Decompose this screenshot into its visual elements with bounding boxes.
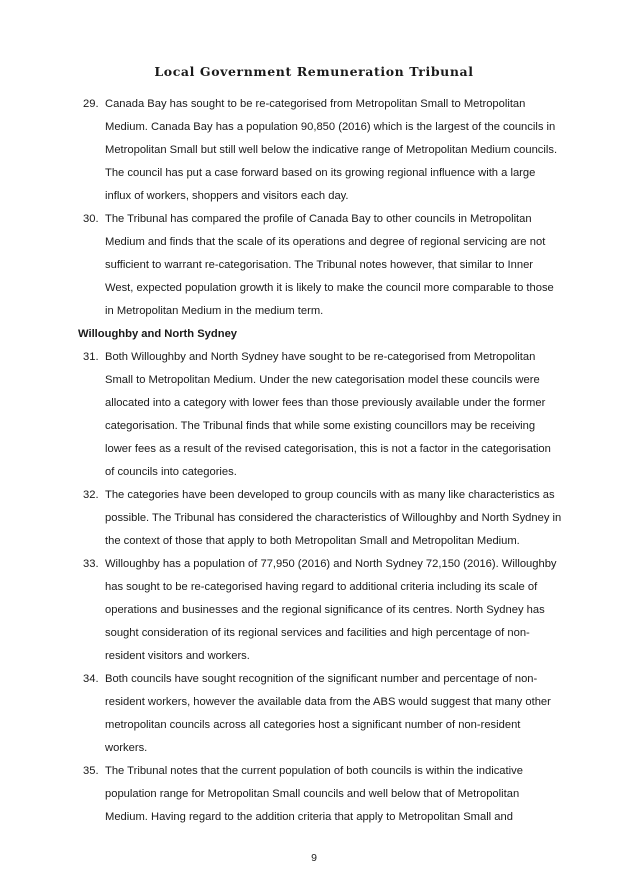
paragraph-text: The categories have been developed to group councils with as many like characteristics as possible. The Tribunal has considered the characteristics of Willoughby and North Sydney in the context of those that apply to both Metropolitan Small and Metropolitan Medium. <box>105 489 562 547</box>
paragraph-text: The Tribunal has compared the profile of Canada Bay to other councils in Metropolitan Medium and finds that the scale of its operations and degree of regional servicing are not sufficient to warrant re-categorisation. The Tribunal notes however, that similar to Inner West, expected population growth it is likely to make the council more comparable to those in Metropolitan Medium in the medium term. <box>105 213 554 317</box>
paragraph-30 <box>78 208 562 323</box>
paragraph-text: Canada Bay has sought to be re-categorised from Metropolitan Small to Metropolitan Medium. Canada Bay has a population 90,850 (2016) which is the largest of the councils in Metropolitan Small but still well below the indicative range of Metropolitan Medium councils. The council has put a case forward based on its growing regional influence with a large influx of workers, shoppers and visitors each day. <box>105 98 558 202</box>
section-heading: Willoughby and North Sydney <box>78 328 238 340</box>
paragraph-text: Both councils have sought recognition of the significant number and percentage of non-resident workers, however the available data from the ABS would suggest that many other metropolitan councils across all categories host a significant number of non-resident workers. <box>105 673 551 754</box>
document-body <box>78 93 562 829</box>
paragraph-number: 31. <box>83 351 99 363</box>
page-number: 9 <box>311 852 317 864</box>
paragraph-number: 29. <box>83 98 99 110</box>
paragraph-number: 32. <box>83 489 99 501</box>
paragraph-34 <box>78 668 562 760</box>
paragraph-text: The Tribunal notes that the current population of both councils is within the indicative population range for Metropolitan Small councils and well below that of Metropolitan Medium. Having regard to the addition criteria that apply to Metropolitan Small and <box>105 765 523 823</box>
paragraph-35 <box>78 760 562 829</box>
paragraph-32 <box>78 484 562 553</box>
page-header: Local Government Remuneration Tribunal <box>154 64 474 79</box>
paragraph-number: 30. <box>83 213 99 225</box>
paragraph-33 <box>78 553 562 668</box>
paragraph-text: Both Willoughby and North Sydney have sought to be re-categorised from Metropolitan Small to Metropolitan Medium. Under the new categorisation model these councils were allocated into a category with lower fees than those previously available under the former categorisation. The Tribunal finds that while some existing councillors may be receiving lower fees as a result of the revised categorisation, this is not a factor in the categorisation of councils into categories. <box>105 351 551 478</box>
paragraph-number: 35. <box>83 765 99 777</box>
paragraph-29 <box>78 93 562 208</box>
paragraph-number: 34. <box>83 673 99 685</box>
paragraph-number: 33. <box>83 558 99 570</box>
paragraph-text: Willoughby has a population of 77,950 (2016) and North Sydney 72,150 (2016). Willoughby has sought to be re-categorised having regard to additional criteria including its scale of operations and businesses and the regional significance of its centres. North Sydney has sought consideration of its regional services and facilities and high percentage of non-resident visitors and workers. <box>105 558 557 662</box>
paragraph-31 <box>78 346 562 484</box>
